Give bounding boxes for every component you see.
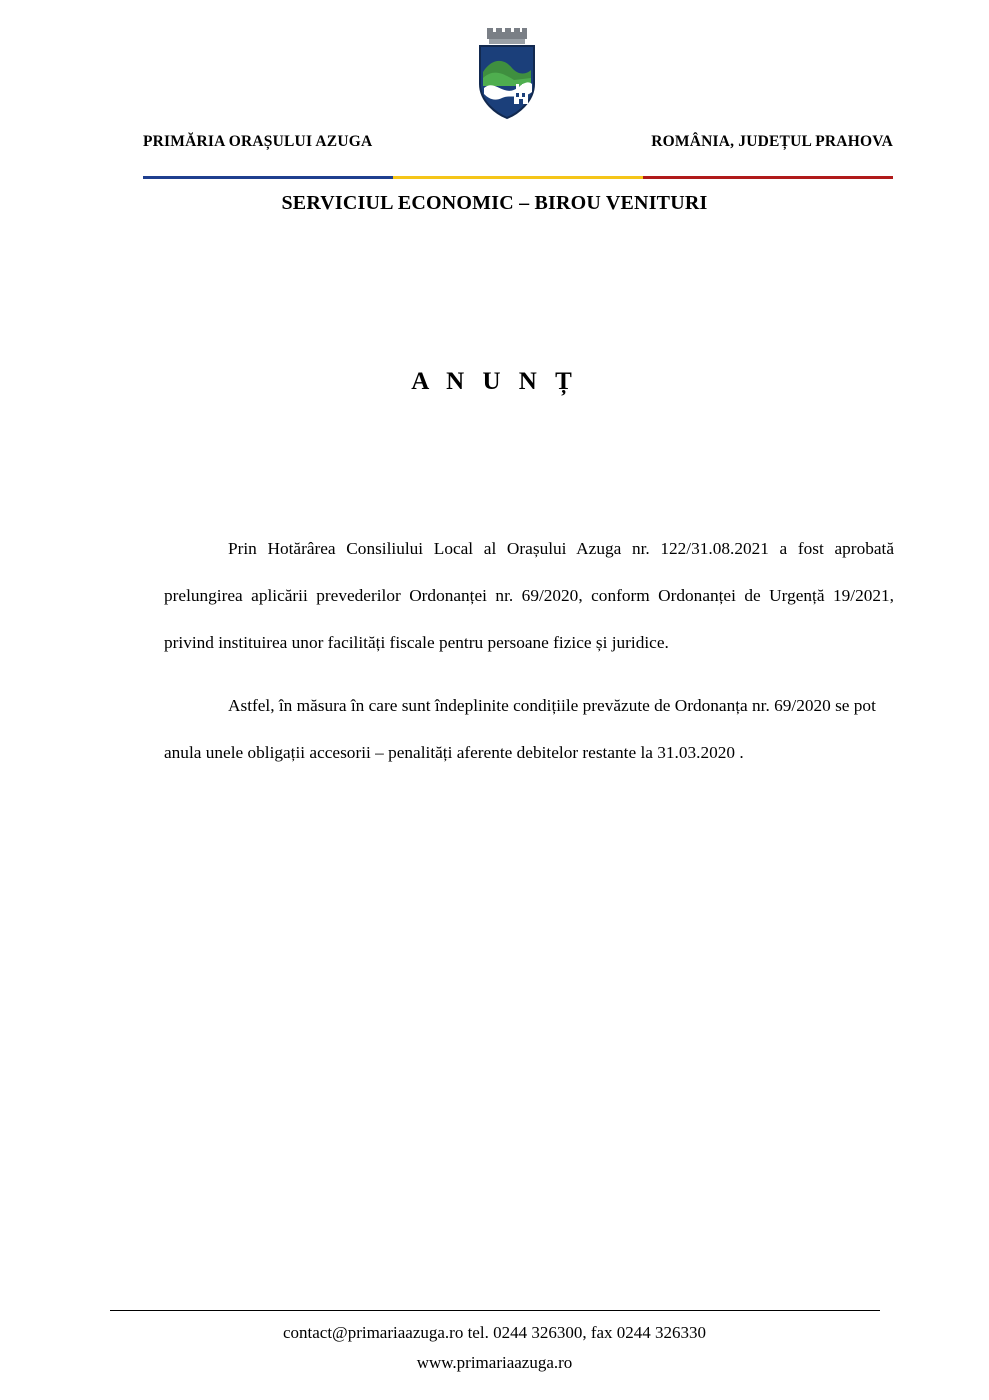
divider-segment-yellow — [393, 176, 643, 179]
header-right-title: ROMÂNIA, JUDEȚUL PRAHOVA — [651, 133, 893, 150]
tricolor-divider — [143, 176, 893, 179]
divider-segment-red — [643, 176, 893, 179]
page-title: A N U N Ț — [411, 368, 578, 395]
divider-segment-blue — [143, 176, 393, 179]
body-paragraph: Prin Hotărârea Consiliului Local al Orașului Azuga nr. 122/31.08.2021 a fost aprobată prelungirea aplicării prevederilor Ordonanței nr. 69/2020, conform Ordonanței de Urgență 19/2021, privind instituirea unor facilități fiscale pentru persoane fizice și juridice. — [164, 539, 894, 652]
coat-of-arms-icon — [474, 28, 540, 120]
header-left-title: PRIMĂRIA ORAȘULUI AZUGA — [143, 133, 373, 150]
document-footer — [0, 1318, 989, 1378]
footer-divider — [110, 1310, 880, 1311]
document-body — [164, 525, 894, 776]
department-title: SERVICIUL ECONOMIC – BIROU VENITURI — [281, 192, 708, 214]
document-header — [0, 0, 989, 214]
body-paragraph: Astfel, în măsura în care sunt îndeplinite condițiile prevăzute de Ordonanța nr. 69/2020 se pot anula unele obligații accesorii – penalități aferente debitelor restante la 31.03.2020 . — [164, 696, 876, 762]
footer-website-line: www.primariaazuga.ro — [416, 1353, 573, 1372]
footer-contact-line: contact@primariaazuga.ro tel. 0244 326300, fax 0244 326330 — [282, 1323, 707, 1342]
